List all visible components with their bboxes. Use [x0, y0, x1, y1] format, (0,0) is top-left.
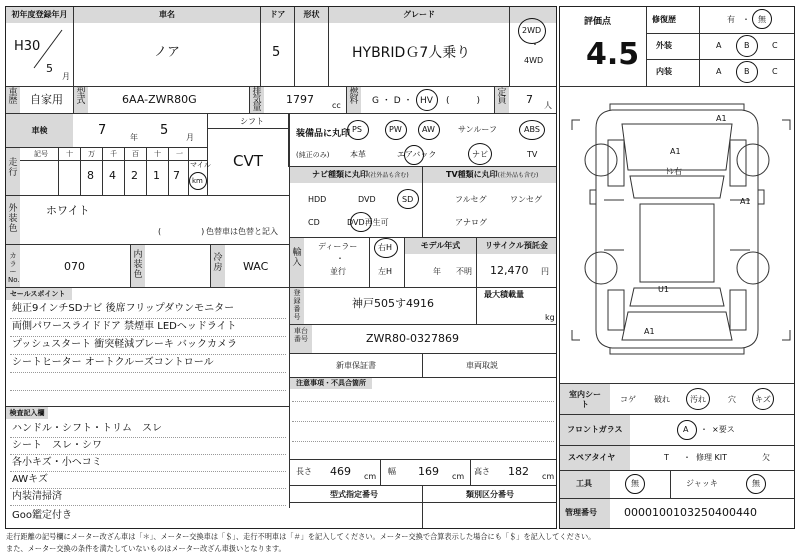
exterior-color-value: ホワイト — [46, 204, 90, 217]
recycle-value: 12,470 — [490, 264, 529, 277]
equip-abs: ABS — [524, 125, 540, 134]
exterior-color-paren: ( ) — [158, 227, 205, 236]
mileage-digit-3: 1 — [153, 169, 160, 182]
mileage-label: 走行 — [8, 158, 18, 178]
inspection-year: 7 — [98, 123, 107, 138]
seat-scratch: キズ — [755, 395, 771, 404]
handle-right: 右H — [378, 243, 393, 252]
navi-hdd: HDD — [308, 195, 327, 204]
tools-label: 工具 — [576, 479, 592, 488]
interior-color-label: 内装色 — [133, 250, 143, 280]
model-year-value: 不明 — [456, 267, 472, 276]
navi-sd: SD — [402, 195, 414, 204]
exterior-grade-a: A — [716, 41, 722, 50]
sales-points-label: セールスポイント — [6, 288, 72, 300]
control-no-value: 0000100103250400440 — [624, 506, 757, 519]
grade-header: グレード — [329, 7, 509, 23]
mark-a1-mid: A1 — [670, 147, 681, 156]
tv-analog: アナログ — [455, 218, 487, 227]
spare-none: 欠 — [762, 453, 770, 462]
seat-dirt: 汚れ — [690, 395, 706, 404]
repair-dot: ・ — [742, 15, 750, 24]
interior-grade-c: C — [772, 67, 778, 76]
handle-left: 左H — [378, 267, 393, 276]
import-dot: ・ — [336, 254, 344, 263]
width-value: 169 — [418, 465, 439, 478]
score-value: 4.5 — [586, 37, 640, 72]
exterior-grade-b: B — [744, 41, 750, 50]
mark-a1-side: A1 — [644, 327, 655, 336]
sales-point-line-0: 純正9インチSDナビ 後席フリップダウンモニター — [12, 303, 235, 314]
chassis-value: ZWR80-0327869 — [366, 332, 460, 345]
fuel-label: 燃料 — [349, 88, 359, 106]
repair-no: 無 — [758, 15, 766, 24]
inspection-notes-label: 検査記入欄 — [6, 407, 48, 419]
height-label: 高さ — [474, 467, 490, 476]
grade-value: HYBRIDＧ7人乗り — [352, 45, 471, 61]
navi-header-sub: (社外品も含む) — [368, 172, 409, 179]
max-load-label: 最大積載量 — [484, 290, 524, 299]
windshield-x: ×要ス — [712, 425, 735, 434]
capacity-label: 定員 — [497, 88, 507, 106]
equip-leather: 本革 — [350, 150, 366, 159]
inspection-note-0: ハンドル・シフト・トリム スレ — [12, 423, 162, 434]
tv-header-text: TV種類に丸印 — [446, 170, 498, 179]
mark-hood: ﾄﾚ右 — [666, 167, 682, 176]
shift-value: CVT — [233, 152, 263, 170]
mileage-digit-4: 7 — [173, 169, 180, 182]
recycle-header: リサイクル預託金 — [477, 238, 556, 254]
color-no-label: カラーNo. — [8, 252, 20, 284]
digit-label-2: 万 — [88, 150, 95, 158]
mileage-digit-1: 4 — [109, 169, 116, 182]
first-reg-header: 初年度登録年月 — [6, 7, 73, 23]
spare-dot: ・ — [683, 453, 691, 462]
equip-aw: AW — [422, 125, 435, 134]
inspection-note-4: 内装清掃済 — [12, 491, 62, 502]
exterior-grade-c: C — [772, 41, 778, 50]
jack-none: 無 — [752, 479, 760, 488]
equip-ps: PS — [352, 125, 362, 134]
type-designation-label: 型式指定番号 — [330, 490, 378, 499]
shift-label: シフト — [240, 117, 264, 126]
equip-pw: PW — [389, 125, 402, 134]
first-reg-month-unit: 月 — [62, 72, 70, 81]
digit-label-4: 百 — [132, 150, 139, 158]
width-label: 幅 — [388, 467, 396, 476]
drive-2wd: 2WD — [522, 26, 542, 35]
displacement-value: 1797 — [286, 93, 314, 106]
ac-label: 冷房 — [213, 253, 223, 273]
registration-value: 神戸505す4916 — [352, 297, 434, 310]
equip-sunroof: サンルーフ — [458, 125, 497, 134]
length-label: 長さ — [296, 467, 312, 476]
digit-label-0: 記号 — [34, 150, 48, 158]
seat-label: 室内シート — [569, 390, 601, 409]
inspection-note-3: AWキズ — [12, 474, 48, 485]
digit-label-5: 十 — [154, 150, 161, 158]
category-code-label: 類別区分番号 — [466, 490, 514, 499]
first-reg-year: H30 — [14, 39, 41, 54]
exterior-grade-label: 外装 — [656, 41, 672, 50]
use-label: 車歴 — [8, 88, 18, 106]
interior-grade-b: B — [744, 67, 750, 76]
interior-grade-a: A — [716, 67, 722, 76]
sales-point-line-2: プッシュスタート 衝突軽減ブレーキ バックカメラ — [12, 339, 238, 350]
control-no-label: 管理番号 — [565, 508, 597, 517]
chassis-label: 車台番号 — [294, 327, 308, 343]
displacement-unit: cc — [332, 101, 341, 110]
exterior-color-note: 色替車は色替と記入 — [206, 227, 278, 236]
exterior-color-label: 外装色 — [8, 204, 18, 234]
notes-label: 注意事項・不具合箇所 — [290, 378, 372, 389]
use-value: 自家用 — [30, 93, 63, 106]
windshield-a: A — [683, 425, 689, 434]
equip-navi: ナビ — [472, 150, 488, 159]
model-code-label: 型式 — [76, 88, 86, 106]
length-value: 469 — [330, 465, 351, 478]
interior-grade-label: 内装 — [656, 67, 672, 76]
mileage-digit-2: 2 — [131, 169, 138, 182]
spare-t: T — [664, 453, 669, 462]
tv-fullseg: フルセグ — [455, 195, 487, 204]
inspection-year-unit: 年 — [130, 133, 138, 142]
max-load-unit: kg — [545, 313, 555, 322]
sales-point-line-3: シートヒーター オートクルーズコントロール — [12, 357, 214, 368]
equip-airbag: エアバック — [397, 150, 437, 159]
length-unit: cm — [364, 472, 377, 481]
doors-header: ドア — [261, 7, 294, 23]
fuel-paren: ( ) — [446, 96, 481, 106]
repair-yes: 有 — [727, 15, 735, 24]
model-code-value: 6AA-ZWR80G — [122, 93, 197, 106]
import-label: 輸入 — [292, 248, 302, 268]
score-label: 評価点 — [584, 17, 612, 27]
height-unit: cm — [542, 472, 555, 481]
model-year-unit: 年 — [433, 267, 441, 276]
windshield-dot: ・ — [700, 425, 708, 434]
warranty-left: 新車保証書 — [336, 361, 376, 370]
model-year-header: モデル年式 — [405, 238, 476, 254]
digit-label-3: 千 — [110, 150, 117, 158]
tv-header-sub: (社外品も含む) — [497, 172, 539, 179]
registration-label: 登録番号 — [293, 289, 301, 321]
equip-tv: TV — [527, 150, 538, 159]
spare-label: スペアタイヤ — [568, 453, 616, 462]
spare-kit: 修理 KIT — [696, 453, 728, 462]
mileage-unit: km — [192, 177, 203, 185]
sales-point-line-1: 両側パワースライドドア 禁煙車 LEDヘッドライト — [12, 321, 237, 332]
inspection-note-2: 各小キズ・小ヘコミ — [12, 457, 102, 468]
import-parallel: 並行 — [330, 267, 346, 276]
width-unit: cm — [452, 472, 465, 481]
warranty-right: 車両取説 — [466, 361, 498, 370]
digit-label-6: 一 — [176, 150, 183, 158]
equipment-sub: (純正のみ) — [296, 151, 330, 159]
tv-oneseg: ワンセグ — [510, 195, 542, 204]
capacity-unit: 人 — [544, 101, 552, 110]
mile-label: マイル — [190, 161, 211, 169]
seat-burn: コゲ — [620, 395, 636, 404]
inspection-note-1: シート スレ・シワ — [12, 440, 102, 451]
first-reg-month: 5 — [46, 62, 53, 75]
height-value: 182 — [508, 465, 529, 478]
color-no-value: 070 — [64, 260, 85, 273]
digit-label-1: 十 — [66, 150, 73, 158]
inspection-note-5: Goo鑑定付き — [12, 510, 72, 521]
shape-header: 形状 — [295, 7, 328, 23]
navi-dvd: DVD — [358, 195, 376, 204]
mark-u1: U1 — [658, 285, 669, 294]
footer-line-1: 走行距離の記号欄にメーター改ざん車は「＊」、メーター交換車は「＄」、走行不明車は「＃」を記入してください。メーター交換で合算表示した場合にも「＄」を記入してください。 — [6, 532, 596, 541]
fuel-selected: HV — [420, 96, 433, 106]
inspection-month: 5 — [160, 123, 169, 138]
displacement-label: 排気量 — [252, 87, 262, 113]
recycle-unit: 円 — [541, 267, 549, 276]
navi-cd: CD — [308, 218, 320, 227]
repair-label: 修復歴 — [652, 15, 676, 24]
ac-value: WAC — [243, 260, 269, 273]
windshield-label: フロントガラス — [567, 425, 623, 434]
divider — [670, 471, 671, 498]
model-name-header: 車名 — [74, 7, 260, 23]
mileage-digit-0: 8 — [87, 169, 94, 182]
footer-line-2: また、メーター交換の条件を満たしていないものはメーター改ざん車扱いとなります。 — [6, 544, 286, 553]
model-name-value: ノア — [154, 45, 181, 60]
navi-dvd-play: DVD再生可 — [347, 218, 389, 227]
navi-header-text: ナビ種類に丸印 — [312, 170, 368, 179]
fuel-options: G ・ D ・ — [372, 96, 413, 106]
capacity-value: 7 — [526, 93, 533, 106]
equipment-label: 装備品に丸印 — [296, 129, 351, 139]
import-dealer: ディーラー — [318, 242, 358, 251]
tools-none: 無 — [631, 479, 639, 488]
mark-a1-right: A1 — [740, 197, 751, 206]
drive-4wd: 4WD — [524, 56, 544, 65]
doors-value: 5 — [272, 45, 281, 60]
jack-label: ジャッキ — [686, 479, 718, 488]
mark-a1-top: A1 — [716, 114, 727, 123]
drive-dot: ・ — [531, 40, 539, 49]
seat-hole: 穴 — [728, 395, 736, 404]
inspection-label: 車検 — [6, 114, 73, 147]
inspection-month-unit: 月 — [186, 133, 194, 142]
seat-tear: 破れ — [654, 395, 670, 404]
